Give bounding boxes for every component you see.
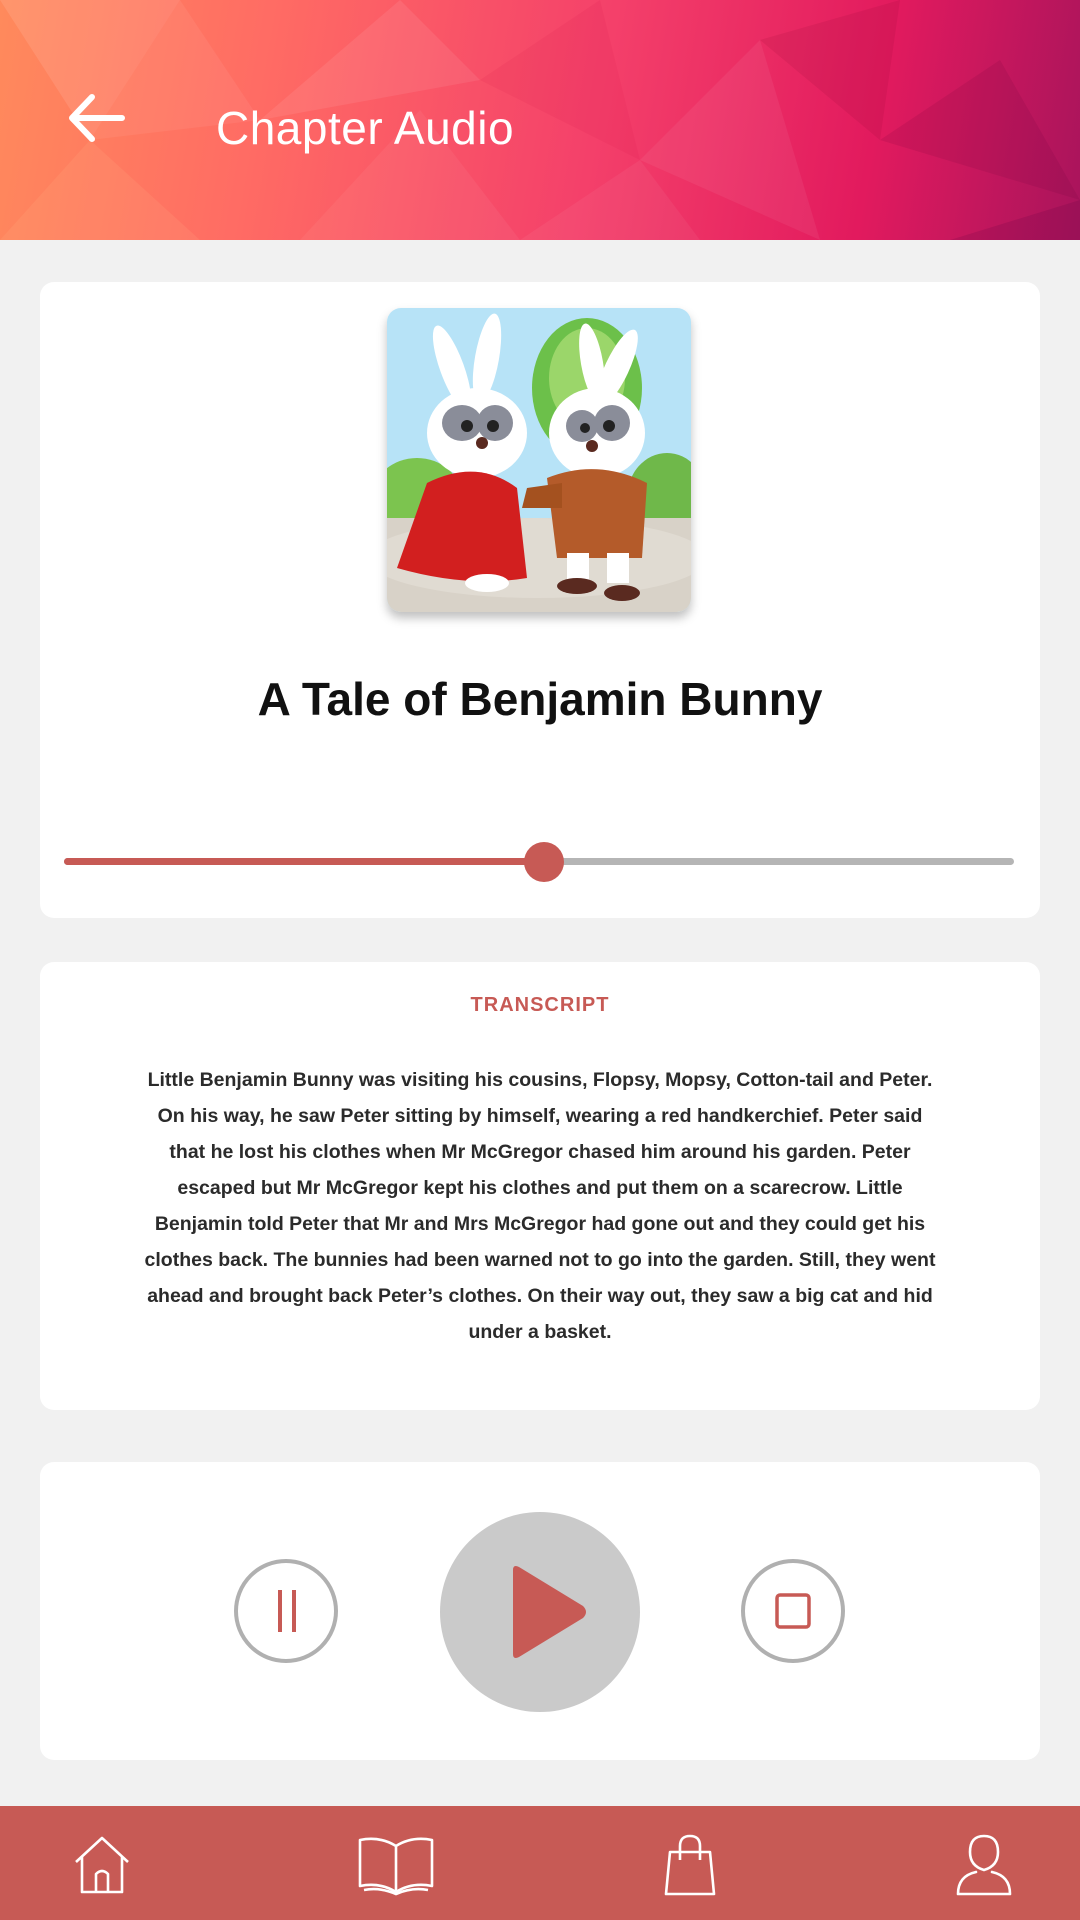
- pause-button[interactable]: [234, 1559, 338, 1663]
- nav-shop[interactable]: [650, 1824, 730, 1904]
- app-header: [0, 0, 1080, 240]
- bottom-navigation: [0, 1806, 1080, 1920]
- playback-controls-card: [40, 1462, 1040, 1760]
- header-background-pattern: [0, 0, 1080, 240]
- audio-progress-slider[interactable]: [64, 842, 1014, 882]
- book-icon: [356, 1832, 436, 1896]
- shopping-bag-icon: [662, 1832, 718, 1896]
- nav-profile[interactable]: [944, 1824, 1024, 1904]
- transcript-card: [40, 962, 1040, 1410]
- page-title: Chapter Audio: [216, 102, 515, 154]
- progress-thumb[interactable]: [524, 842, 564, 882]
- pause-icon: [266, 1586, 306, 1636]
- book-cover-illustration: [387, 308, 691, 612]
- stop-icon: [773, 1591, 813, 1631]
- stop-button[interactable]: [741, 1559, 845, 1663]
- play-button[interactable]: [440, 1512, 640, 1712]
- back-button[interactable]: [60, 82, 132, 154]
- arrow-left-icon: [66, 93, 126, 143]
- transcript-heading: TRANSCRIPT: [470, 994, 610, 1016]
- book-title: A Tale of Benjamin Bunny: [257, 673, 823, 725]
- progress-fill: [64, 858, 544, 865]
- user-icon: [954, 1832, 1014, 1896]
- nav-home[interactable]: [62, 1824, 142, 1904]
- transcript-text: Little Benjamin Bunny was visiting his cousins, Flopsy, Mopsy, Cotton-tail and Peter. On his way, he saw Peter sitting by himself, wearing a red handkerchief. Peter said that he lost his clothes when Mr McGregor chased him around his garden. Peter escaped but Mr McGregor kept his clothes and put them on a scarecrow. Little Benjamin told Peter that Mr and Mrs McGregor had gone out and they could get his clothes back. The bunnies had been warned not to go into the garden. Still, they went ahead and brought back Peter’s clothes. On their way out, they saw a big cat and hid under a basket.: [144, 1069, 936, 1343]
- book-cover-image: [387, 308, 691, 612]
- home-icon: [70, 1832, 134, 1896]
- nav-library[interactable]: [356, 1824, 436, 1904]
- player-card: [40, 282, 1040, 918]
- play-icon: [505, 1564, 589, 1660]
